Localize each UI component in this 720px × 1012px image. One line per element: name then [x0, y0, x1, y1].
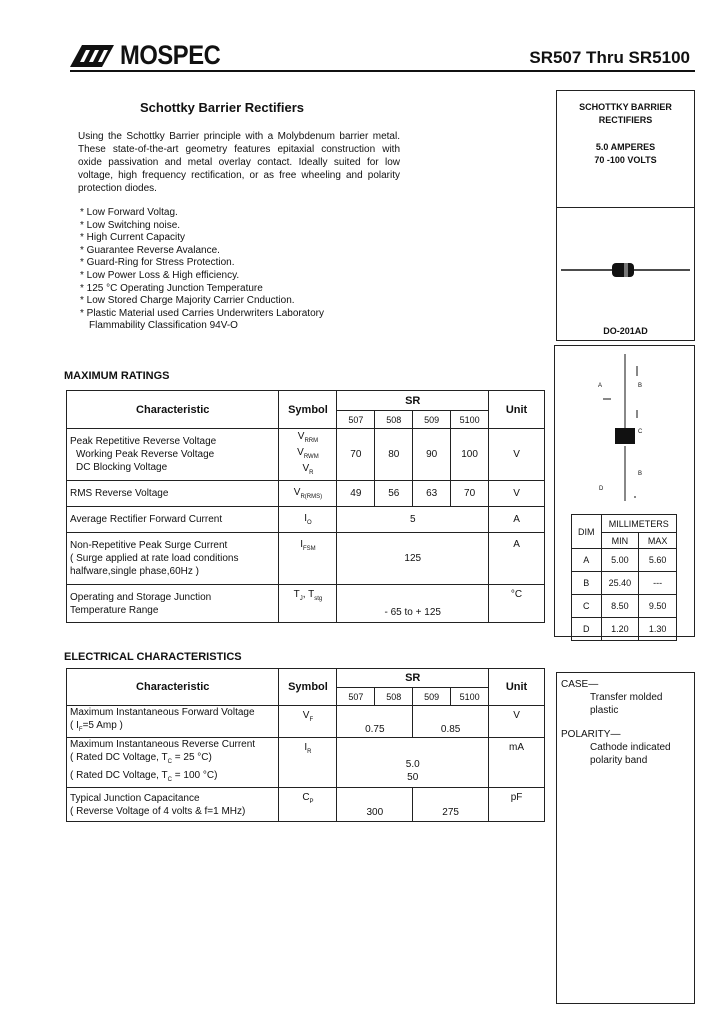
symbol: I [300, 539, 303, 550]
table-row [67, 585, 545, 623]
char-line: Temperature Range [70, 604, 159, 616]
value-cell: 90 [413, 429, 451, 481]
feature-item: * High Current Capacity [80, 232, 186, 244]
characteristic-cell: RMS Reverse Voltage [67, 481, 279, 507]
symbol: , T [302, 589, 315, 600]
part-number: 5100 [451, 688, 489, 706]
symbol: V [302, 710, 310, 721]
part-number: 509 [413, 688, 451, 706]
dim-cell: 8.50 [601, 595, 639, 618]
value-cell: 49 [337, 481, 375, 507]
value-line: 5.0 [405, 759, 420, 770]
col-header-symbol: Symbol [279, 669, 337, 706]
col-header-characteristic: Characteristic [67, 669, 279, 706]
char-sub: C [167, 777, 172, 783]
min-header: MIN [601, 533, 639, 549]
symbol: V [297, 446, 304, 458]
dim-cell: A [572, 549, 602, 572]
table-row [67, 481, 545, 507]
max-header: MAX [639, 533, 677, 549]
characteristic-cell [67, 738, 279, 788]
unit-cell: °C [489, 585, 545, 623]
unit-cell: pF [489, 788, 545, 822]
dim-cell: 5.60 [639, 549, 677, 572]
dimension-table [571, 514, 677, 641]
table-row [67, 788, 545, 822]
feature-item: * Low Forward Voltag. [80, 207, 178, 218]
symbol: V [302, 462, 310, 474]
summary-box [556, 90, 695, 208]
char-line: Operating and Storage Junction [70, 591, 212, 603]
symbol: T [293, 589, 300, 600]
col-header-unit: Unit [489, 391, 545, 429]
dim-cell: D [572, 618, 602, 641]
char-sub: C [167, 759, 172, 765]
brand-name: MOSPEC [120, 40, 221, 70]
part-number: 509 [413, 411, 451, 429]
feature-item: * Plastic Material used Carries Underwriters Laboratory [80, 307, 324, 319]
package-box [556, 207, 695, 341]
dim-cell: B [572, 572, 602, 595]
dim-cell: C [572, 595, 602, 618]
part-range-title: SR507 Thru SR5100 [529, 48, 690, 67]
diode-dimension-drawing-icon [555, 346, 694, 506]
elec-char-table [66, 668, 545, 822]
value-cell: 0.85 [413, 706, 489, 738]
char-line: ( I [70, 720, 79, 731]
value-cell: 125 [337, 533, 489, 585]
value-cell: - 65 to + 125 [337, 585, 489, 623]
characteristic-cell [67, 585, 279, 623]
unit-cell: V [489, 481, 545, 507]
table-row [67, 429, 545, 481]
characteristic-cell [67, 706, 279, 738]
value-cell: 300 [337, 788, 413, 822]
summary-line: 70 -100 VOLTS [594, 155, 657, 165]
unit-cell: V [489, 706, 545, 738]
symbol-sub: R(RMS) [300, 494, 323, 500]
dim-cell: 1.20 [601, 618, 639, 641]
table-row [572, 618, 677, 641]
char-line: Non-Repetitive Peak Surge Current [70, 540, 228, 551]
char-line: Typical Junction Capacitance [70, 792, 200, 804]
dim-cell: 1.30 [639, 618, 677, 641]
dim-cell: 5.00 [601, 549, 639, 572]
characteristic-cell [67, 533, 279, 585]
value-cell: 63 [413, 481, 451, 507]
dim-cell: --- [639, 572, 677, 595]
symbol: V [293, 487, 301, 498]
symbol-sub: F [309, 717, 314, 723]
char-line: Maximum Instantaneous Reverse Current [70, 739, 256, 750]
symbol-cell [279, 788, 337, 822]
case-label: CASE— [561, 679, 599, 690]
value-cell: 80 [375, 429, 413, 481]
col-header-symbol: Symbol [279, 391, 337, 429]
value-cell: 275 [413, 788, 489, 822]
unit-cell: mA [489, 738, 545, 788]
feature-list [80, 207, 324, 333]
unit-cell: V [489, 429, 545, 481]
symbol-sub: P [309, 799, 314, 805]
part-number: 508 [375, 411, 413, 429]
dim-label-c: C [638, 429, 643, 435]
char-line: Working Peak Reverse Voltage [76, 449, 215, 460]
table-row [67, 706, 545, 738]
table-row [572, 572, 677, 595]
polarity-text: polarity band [590, 755, 648, 766]
value-cell [337, 738, 489, 788]
feature-item: * Low Stored Charge Majority Carrier Cnduction. [80, 295, 295, 307]
symbol-cell [279, 507, 337, 533]
symbol-sub: R [309, 469, 314, 476]
symbol-cell [279, 585, 337, 623]
col-header-sr: SR [337, 391, 489, 411]
symbol-sub: J [299, 596, 303, 602]
case-text: plastic [590, 705, 619, 716]
table-row [572, 549, 677, 572]
char-line: = 100 °C) [172, 770, 218, 781]
dim-label-a: A [598, 383, 603, 389]
case-text: Transfer molded [590, 692, 663, 703]
symbol: I [304, 742, 308, 753]
table-row [67, 738, 545, 788]
char-line: ( Reverse Voltage of 4 volts & f=1 MHz) [70, 805, 246, 817]
page-title: Schottky Barrier Rectifiers [140, 100, 305, 115]
value-line: 50 [407, 772, 419, 783]
symbol-sub: FSM [303, 546, 316, 552]
part-number: 507 [337, 411, 375, 429]
dim-cell: 25.40 [601, 572, 639, 595]
feature-item: * Low Switching noise. [80, 219, 181, 231]
value-cell: 70 [337, 429, 375, 481]
mospec-logo-icon [70, 43, 114, 69]
value-cell: 100 [451, 429, 489, 481]
dim-label-d: D [599, 486, 604, 492]
symbol-sub: RRM [304, 437, 319, 444]
max-ratings-heading: MAXIMUM RATINGS [64, 370, 170, 382]
symbol-cell [279, 481, 337, 507]
char-line: halfware,single phase,60Hz ) [70, 566, 199, 577]
char-line: Maximum Instantaneous Forward Voltage [70, 707, 255, 718]
symbol-cell [279, 738, 337, 788]
mm-header: MILLIMETERS [601, 515, 676, 533]
dim-label-b: B [638, 383, 643, 389]
table-row [572, 595, 677, 618]
polarity-label: POLARITY— [561, 729, 621, 740]
header-divider [70, 70, 695, 72]
max-ratings-table [66, 390, 545, 623]
summary-line: SCHOTTKY BARRIER [579, 102, 672, 112]
symbol-sub: RWM [303, 453, 319, 460]
symbol: I [304, 513, 307, 524]
case-info-box [556, 672, 695, 1004]
value-cell: 70 [451, 481, 489, 507]
part-number: 508 [375, 688, 413, 706]
summary-line: 5.0 AMPERES [595, 142, 656, 152]
symbol-cell [279, 533, 337, 585]
char-sub: F [78, 727, 83, 733]
char-line: ( Surge applied at rate load conditions [70, 553, 239, 564]
symbol-cell [279, 706, 337, 738]
dim-cell: 9.50 [639, 595, 677, 618]
table-row [67, 507, 545, 533]
char-line: ( Rated DC Voltage, T [70, 770, 168, 781]
col-header-sr: SR [337, 669, 489, 688]
value-cell: 56 [375, 481, 413, 507]
col-header-characteristic: Characteristic [67, 391, 279, 429]
feature-item: * Guarantee Reverse Avalance. [80, 244, 220, 256]
unit-cell: A [489, 507, 545, 533]
diode-outline-icon [557, 258, 694, 282]
feature-item: * Low Power Loss & High efficiency. [80, 269, 240, 281]
symbol: C [302, 792, 310, 803]
symbol-sub: R [307, 749, 312, 755]
intro-paragraph: Using the Schottky Barrier principle with a Molybdenum barrier metal. These state-of-the-art geometry features epitaxial construction with oxide passivation and metal overlay contact. Ideally suited for low voltage, high frequency rectification, or as free wheeling and polarity protection diodes. [78, 131, 400, 194]
part-number: 507 [337, 688, 375, 706]
unit-cell: A [489, 533, 545, 585]
summary-line: RECTIFIERS [598, 115, 653, 125]
col-header-unit: Unit [489, 669, 545, 706]
feature-item: * Guard-Ring for Stress Protection. [80, 257, 235, 269]
char-line: Peak Repetitive Reverse Voltage [70, 436, 217, 447]
value-cell: 0.75 [337, 706, 413, 738]
char-line: = 25 °C) [172, 752, 212, 763]
char-line: ( Rated DC Voltage, T [70, 752, 168, 763]
package-label: DO-201AD [603, 326, 648, 336]
table-row [67, 533, 545, 585]
symbol: V [297, 430, 305, 442]
symbol-cell [279, 429, 337, 481]
characteristic-cell: Average Rectifier Forward Current [67, 507, 279, 533]
char-line: DC Blocking Voltage [76, 462, 168, 473]
char-line: =5 Amp ) [82, 720, 123, 731]
symbol-sub: O [307, 520, 312, 526]
feature-item: Flammability Classification 94V-O [89, 320, 238, 332]
feature-item: * 125 °C Operating Junction Temperature [80, 282, 263, 294]
polarity-text: Cathode indicated [590, 742, 671, 753]
elec-char-heading: ELECTRICAL CHARACTERISTICS [64, 651, 242, 663]
value-cell: 5 [337, 507, 489, 533]
characteristic-cell [67, 788, 279, 822]
symbol-sub: stg [314, 596, 323, 602]
dim-header: DIM [572, 515, 602, 549]
dim-label-b2: B [638, 471, 643, 477]
part-number: 5100 [451, 411, 489, 429]
characteristic-cell [67, 429, 279, 481]
